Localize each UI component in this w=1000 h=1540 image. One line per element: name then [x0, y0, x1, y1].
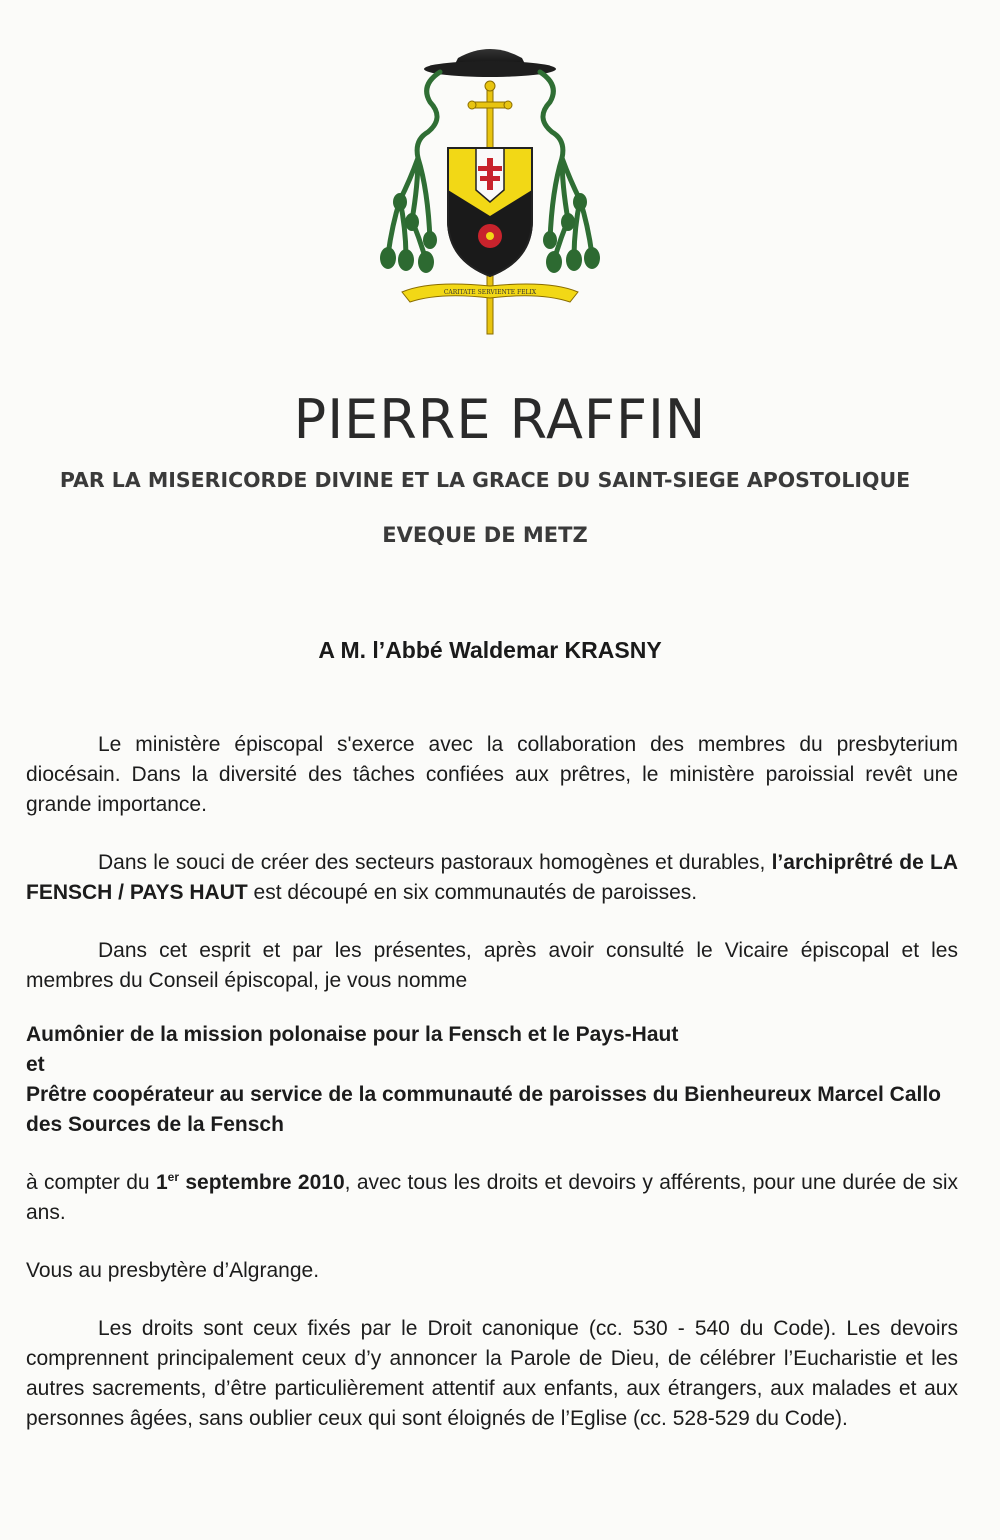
appointment-and: et	[26, 1053, 45, 1076]
letter-body	[26, 730, 958, 1434]
sectors-intro: Dans le souci de créer des secteurs pastoraux homogènes et durables,	[98, 851, 772, 874]
sectors-outro: est découpé en six communautés de paroisses.	[247, 881, 698, 904]
motto-text: CARITATE SERVIENTE FELIX	[443, 289, 537, 296]
paragraph-consultation: Dans cet esprit et par les présentes, après avoir consulté le Vicaire épiscopal et les membres du Conseil épiscopal, je vous nomme	[26, 939, 958, 992]
paragraph-date	[26, 1168, 958, 1228]
date-outro: , avec tous les droits et devoirs y afférents, pour une durée de six ans.	[26, 1171, 958, 1224]
paragraph-rights: Les droits sont ceux fixés par le Droit canonique (cc. 530 - 540 du Code). Les devoirs comprennent principalement ceux d’y annoncer la Parole de Dieu, de célébrer l’Eucharistie et les autres sacrements, d’être particulièrement attentif aux enfants, aux étrangers, aux malades et aux personnes âgées, sans oublier ceux qui sont éloignés de l’Eglise (cc. 528-529 du Code).	[26, 1317, 958, 1430]
paragraph-residence: Vous au presbytère d’Algrange.	[26, 1259, 320, 1282]
archpriest-name: l’archiprêtré de LA FENSCH / PAYS HAUT	[26, 851, 959, 904]
date-day: 1	[155, 1171, 168, 1194]
date-intro: à compter du	[26, 1171, 156, 1194]
shield-icon	[448, 148, 532, 276]
paragraph-sectors	[26, 848, 958, 908]
bishop-subtitle: PAR LA MISERICORDE DIVINE ET LA GRACE DU SAINT-SIEGE APOSTOLIQUE	[59, 468, 911, 492]
bishop-see: EVEQUE DE METZ	[382, 523, 588, 547]
bishop-name: PIERRE RAFFIN	[293, 388, 707, 451]
appointment-chaplain: Aumônier de la mission polonaise pour la Fensch et le Pays-Haut	[26, 1023, 679, 1046]
episcopal-coat-of-arms	[370, 40, 610, 340]
appointment-priest: Prêtre coopérateur au service de la communauté de paroisses du Bienheureux Marcel Callo des Sources de la Fensch	[26, 1083, 941, 1136]
date-month-year: septembre 2010	[179, 1171, 345, 1194]
date-day-suffix: er	[167, 1170, 179, 1184]
galero-hat-icon	[424, 49, 556, 77]
paragraph-ministry: Le ministère épiscopal s'exerce avec la collaboration des membres du presbyterium diocésain. Dans la diversité des tâches confiées aux prêtres, le ministère paroissial revêt une grande importance.	[26, 733, 958, 816]
addressee: A M. l’Abbé Waldemar KRASNY	[318, 637, 662, 663]
